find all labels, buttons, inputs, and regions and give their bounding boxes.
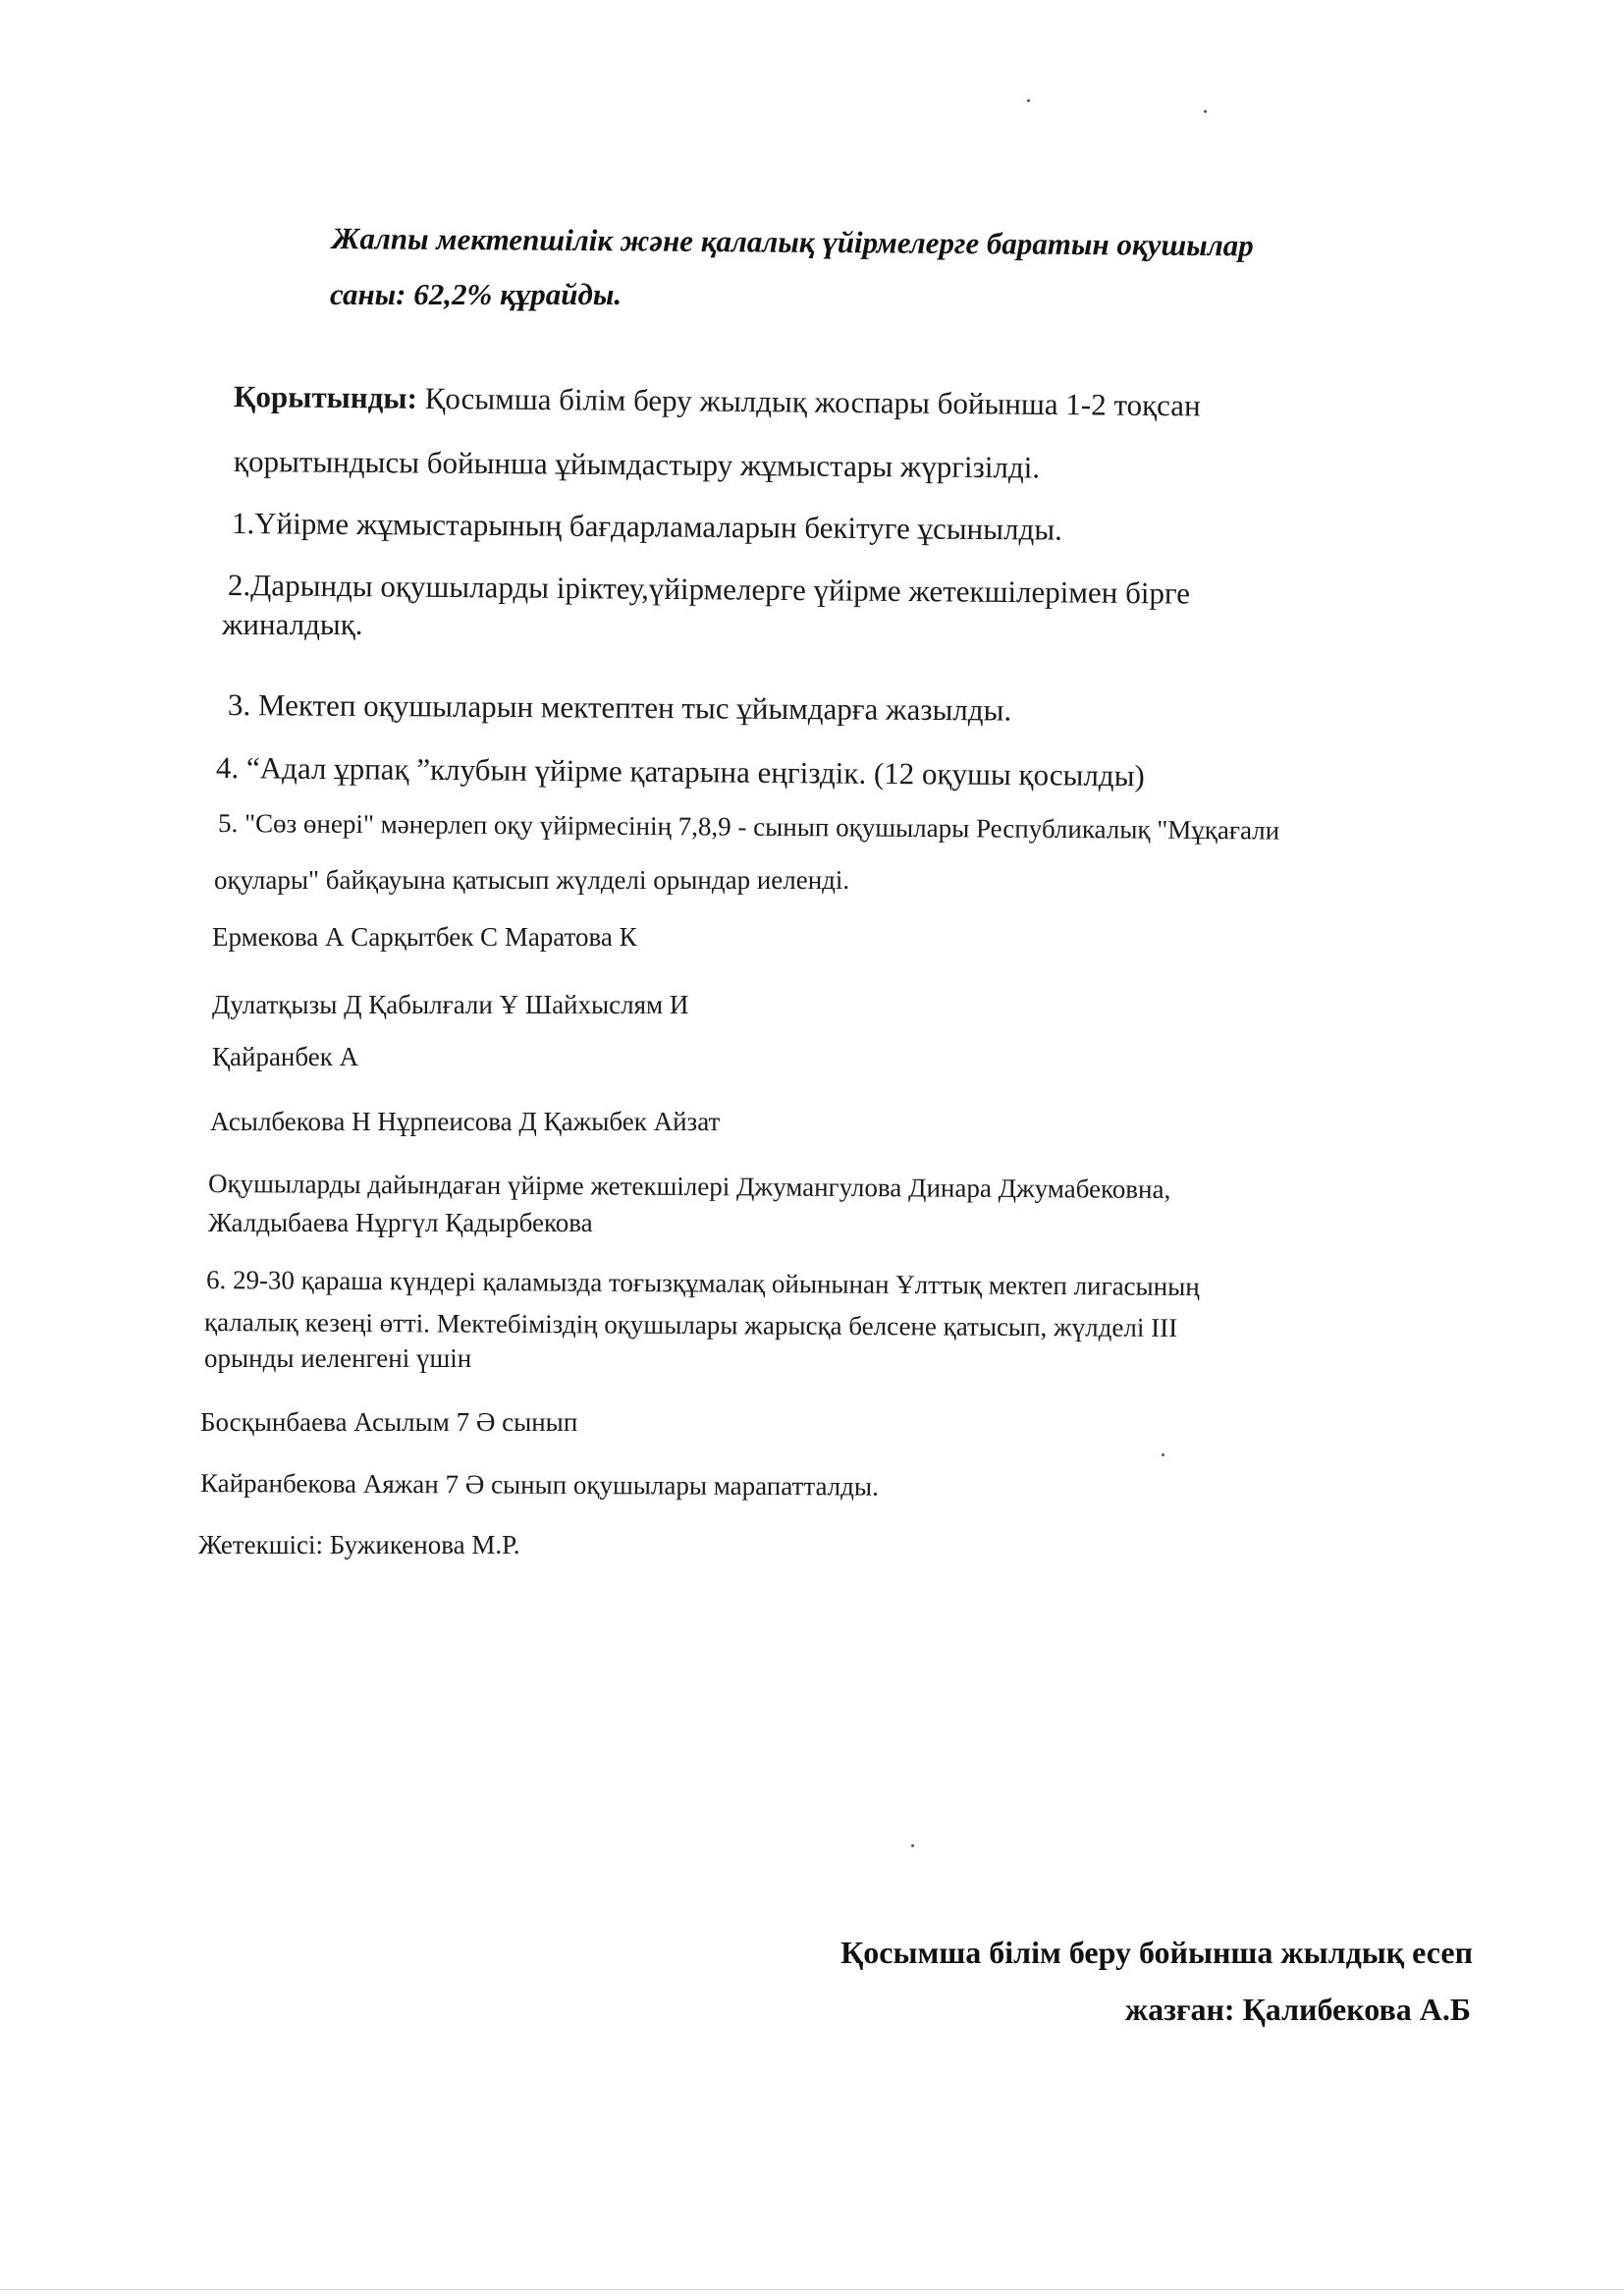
scan-speck bbox=[1027, 99, 1030, 102]
teachers-line-1: Оқушыларды дайындаған үйірме жетекшілері Джумангулова Динара Джумабековна, bbox=[207, 1169, 1171, 1204]
heading-line-1: Жалпы мектепшілік және қалалық үйірмелерге баратын оқушылар bbox=[331, 221, 1254, 263]
list-item-2-line-1: 2.Дарынды оқушыларды іріктеу,үйірмелерге үйірме жетекшілерімен бірге bbox=[227, 568, 1191, 611]
scan-speck bbox=[1204, 110, 1207, 113]
footer-line-2: жазған: Қалибекова А.Б bbox=[1124, 1992, 1471, 2027]
conclusion-line-1 bbox=[234, 379, 1201, 423]
list-item-2-line-2: жиналдық. bbox=[222, 607, 363, 641]
list-item-3: 3. Мектеп оқушыларын мектептен тыс ұйымдарға жазылды. bbox=[227, 687, 1012, 728]
winners-row-1: Ермекова А Сарқытбек С Маратова К bbox=[212, 922, 637, 952]
list-item-6-line-2: қалалық кезеңі өтті. Мектебіміздің оқушылары жарысқа белсене қатысып, жүлделі ІІІ bbox=[203, 1307, 1178, 1343]
scan-edge-line bbox=[0, 2289, 1624, 2290]
winners-row-3: Қайранбек А bbox=[212, 1042, 359, 1071]
list-item-6-line-1: 6. 29-30 қараша күндері қаламызда тоғызқұмалақ ойынынан Ұлттық мектеп лигасының bbox=[205, 1265, 1200, 1302]
list-item-5-line-2: оқулары" байқауына қатысып жүлделі орындар иеленді. bbox=[214, 865, 850, 895]
conclusion-text-1: Қосымша білім беру жылдық жоспары бойынша 1-2 тоқсан bbox=[416, 380, 1201, 423]
awardees-row-1: Босқынбаева Асылым 7 Ә сынып bbox=[200, 1407, 578, 1437]
conclusion-line-2: қорытындысы бойынша ұйымдастыру жұмыстары жүргізілді. bbox=[233, 444, 1041, 485]
conclusion-label: Қорытынды: bbox=[233, 379, 418, 415]
list-item-1: 1.Үйірме жұмыстарының бағдарламаларын бекітуге ұсынылды. bbox=[231, 506, 1063, 547]
winners-row-2: Дулатқызы Д Қабылғали Ұ Шайхыслям И bbox=[212, 990, 689, 1019]
awardees-row-2: Кайранбекова Аяжан 7 Ә сынып оқушылары марапатталды. bbox=[199, 1468, 879, 1502]
list-item-6-line-3: орынды иеленгені үшін bbox=[204, 1343, 472, 1373]
list-item-5-line-1: 5. "Сөз өнері" мәнерлеп оқу үйірмесінің 7,8,9 - сынып оқушылары Республикалық "Мұқағали bbox=[217, 808, 1280, 846]
winners-row-4: Асылбекова Н Нұрпеисова Д Қажыбек Айзат bbox=[210, 1107, 721, 1136]
footer-line-1: Қосымша білім беру бойынша жылдық есеп bbox=[840, 1935, 1473, 1970]
scan-speck bbox=[1162, 1453, 1164, 1456]
teachers-line-2: Жалдыбаева Нұргүл Қадырбекова bbox=[208, 1208, 593, 1237]
list-item-4: 4. “Адал ұрпақ ”клубын үйірме қатарына еңгіздік. (12 оқушы қосылды) bbox=[215, 750, 1145, 793]
heading-line-2: саны: 62,2% құрайды. bbox=[330, 277, 623, 311]
scan-speck bbox=[911, 1844, 914, 1847]
leader-line: Жетекшісі: Бужикенова М.Р. bbox=[198, 1530, 520, 1559]
